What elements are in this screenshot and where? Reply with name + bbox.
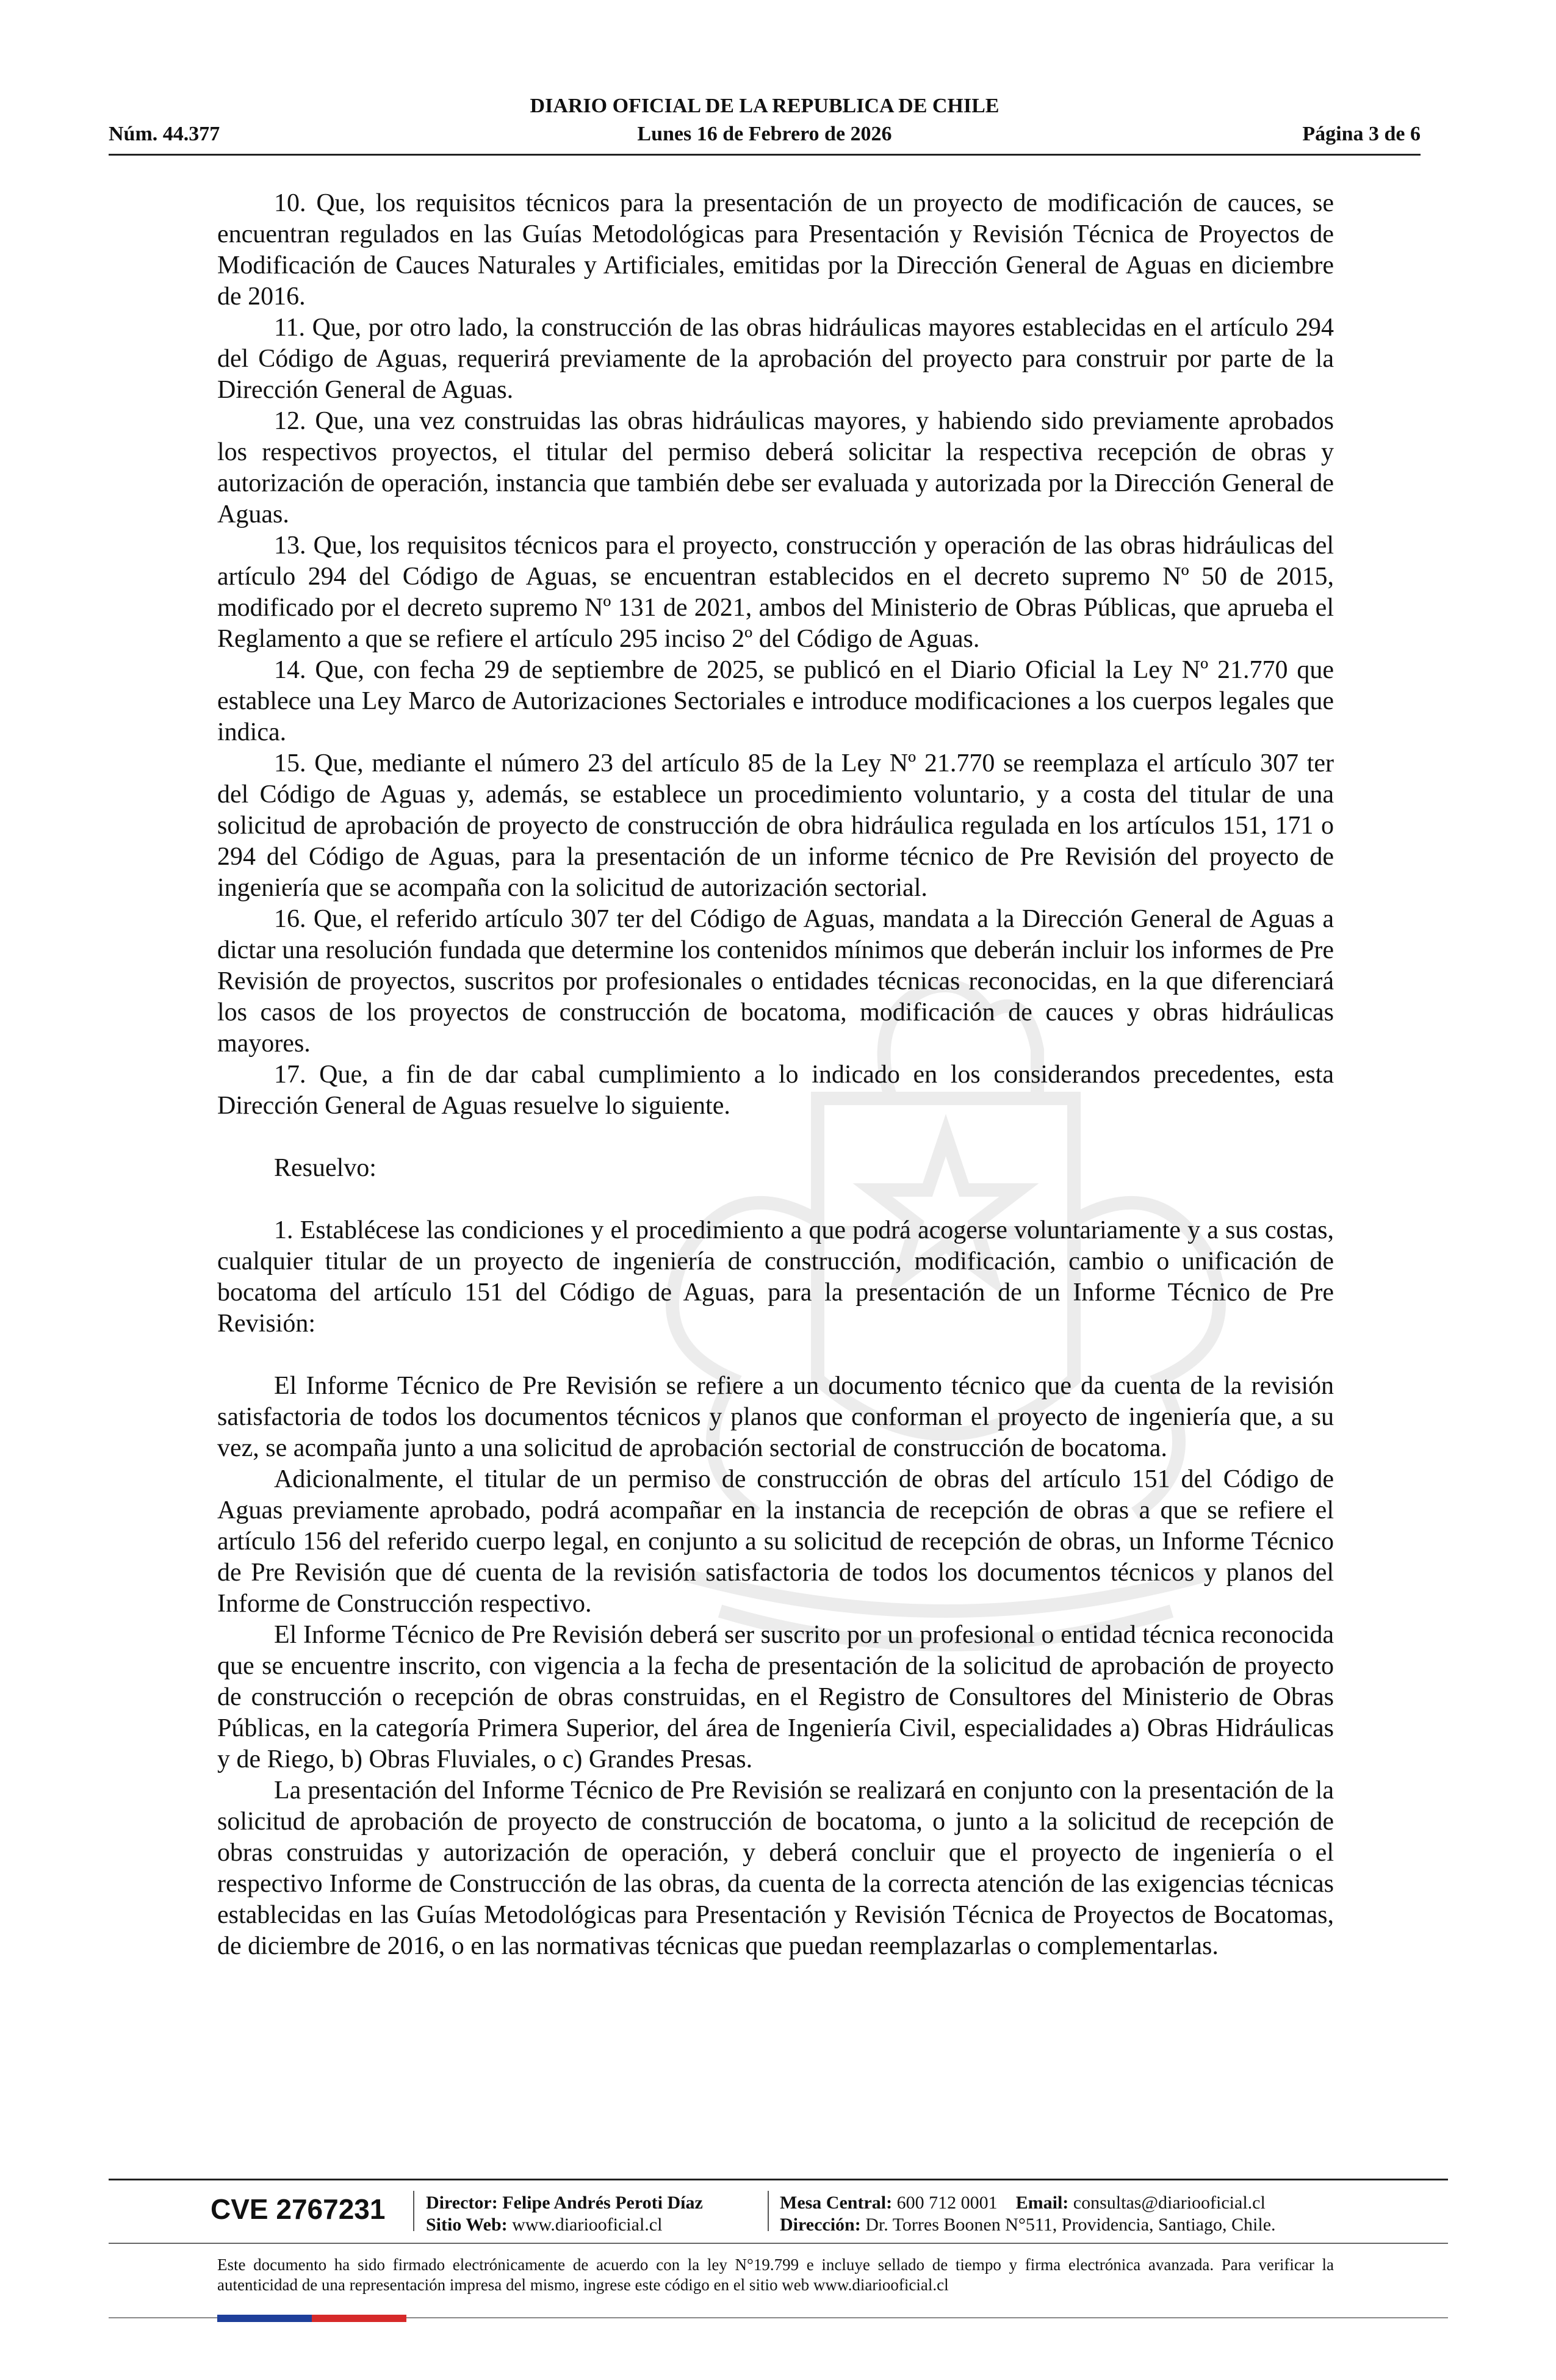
considerando-16: 16. Que, el referido artículo 307 ter del Código de Aguas, mandata a la Dirección General de Aguas a dictar una resolución fundada que determine los contenidos mínimos que deberán incluir los informes de Pre Revisión de proyectos, suscritos por profesionales o entidades técnicas reconocidas, en la que diferenciará los casos de los proyectos de construcción de bocatoma, modificación de cauces y obras hidráulicas mayores. bbox=[217, 905, 1334, 1058]
director-line bbox=[426, 2192, 703, 2214]
flag-stripe-red bbox=[312, 2315, 406, 2322]
document-body bbox=[217, 188, 1334, 1962]
director-name: Felipe Andrés Peroti Díaz bbox=[502, 2193, 703, 2213]
website-line bbox=[426, 2214, 703, 2236]
resuelvo-heading: Resuelvo: bbox=[274, 1154, 376, 1182]
publication-title: DIARIO OFICIAL DE LA REPUBLICA DE CHILE bbox=[530, 95, 1000, 117]
address-value: Dr. Torres Boonen N°511, Providencia, Santiago, Chile. bbox=[865, 2215, 1276, 2235]
contact-line bbox=[780, 2192, 1276, 2214]
spacer bbox=[217, 1122, 1334, 1153]
director-label: Director: bbox=[426, 2193, 498, 2213]
website-label: Sitio Web: bbox=[426, 2215, 508, 2235]
closing-paragraph-2: Adicionalmente, el titular de un permiso de construcción de obras del artículo 151 del Código de Aguas previamente aprobado, podrá acompañar en la instancia de recepción de obras a que se refiere el artículo 156 del referido cuerpo legal, en conjunto a su solicitud de recepción de obras, un Informe Técnico de Pre Revisión que dé cuenta de la revisión satisfactoria de todos los documentos técnicos y planos del Informe de Construcción respectivo. bbox=[217, 1465, 1334, 1618]
footer-director-block bbox=[426, 2192, 703, 2236]
considerando-12: 12. Que, una vez construidas las obras hidráulicas mayores, y habiendo sido previamente aprobados los respectivos proyectos, el titular del permiso deberá solicitar la respectiva recepción de obras y autorización de operación, instancia que también debe ser evaluada y autorizada por la Dirección General de Aguas. bbox=[217, 407, 1334, 528]
closing-paragraph-3: El Informe Técnico de Pre Revisión deberá ser suscrito por un profesional o entidad técnica reconocida que se encuentre inscrito, con vigencia a la fecha de presentación de la solicitud de aprobación de proyecto de construcción o recepción de obras construidas, en el Registro de Consultores del Ministerio de Obras Públicas, en la categoría Primera Superior, del área de Ingeniería Civil, especialidades a) Obras Hidráulicas y de Riego, b) Obras Fluviales, o c) Grandes Presas. bbox=[217, 1621, 1334, 1773]
issue-number: Núm. 44.377 bbox=[109, 123, 220, 145]
footer-separator bbox=[768, 2191, 769, 2231]
address-label: Dirección: bbox=[780, 2215, 861, 2235]
considerando-13: 13. Que, los requisitos técnicos para el proyecto, construcción y operación de las obras hidráulicas del artículo 294 del Código de Aguas, se encuentran establecidos en el decreto supremo Nº 50 de 2015, modificado por el decreto supremo Nº 131 de 2021, ambos del Ministerio de Obras Públicas, que aprueba el Reglamento a que se refiere el artículo 295 inciso 2º del Código de Aguas. bbox=[217, 532, 1334, 653]
email-label: Email: bbox=[1015, 2193, 1069, 2213]
address-line bbox=[780, 2214, 1276, 2236]
resolution-item-1: 1. Establécese las condiciones y el procedimiento a que podrá acogerse voluntariamente y a sus costas, cualquier titular de un proyecto de ingeniería de construcción, modificación, cambio o unificación de bocatoma del artículo 151 del Código de Aguas, para la presentación de un Informe Técnico de Pre Revisión: bbox=[217, 1216, 1334, 1338]
spacer bbox=[217, 1184, 1334, 1215]
considerando-15: 15. Que, mediante el número 23 del artículo 85 de la Ley Nº 21.770 se reemplaza el artículo 307 ter del Código de Aguas y, además, se establece un procedimiento voluntario, y a costa del titular de una solicitud de aprobación de proyecto de construcción de obra hidráulica regulada en los artículos 151, 171 o 294 del Código de Aguas, para la presentación de un informe técnico de Pre Revisión del proyecto de ingeniería que se acompaña con la solicitud de autorización sectorial. bbox=[217, 749, 1334, 902]
electronic-signature-note: Este documento ha sido firmado electrónicamente de acuerdo con la ley N°19.799 e incluye sellado de tiempo y firma electrónica avanzada. Para verificar la autenticidad de una representación impresa del mismo, ingrese este código en el sitio web www.diariooficial.cl bbox=[217, 2256, 1334, 2294]
footer-top-divider bbox=[109, 2179, 1448, 2180]
considerando-10: 10. Que, los requisitos técnicos para la presentación de un proyecto de modificación de cauces, se encuentran regulados en las Guías Metodológicas para Presentación y Revisión Técnica de Proyectos de Modificación de Cauces Naturales y Artificiales, emitidas por la Dirección General de Aguas en diciembre de 2016. bbox=[217, 189, 1334, 311]
spacer bbox=[217, 1340, 1334, 1371]
footer-separator bbox=[413, 2191, 414, 2231]
considerando-11: 11. Que, por otro lado, la construcción de las obras hidráulicas mayores establecidas en el artículo 294 del Código de Aguas, requerirá previamente de la aprobación del proyecto para construir por parte de la Dirección General de Aguas. bbox=[217, 314, 1334, 404]
header-info-row bbox=[109, 120, 1421, 149]
footer-middle-divider bbox=[109, 2243, 1448, 2244]
considerando-17: 17. Que, a fin de dar cabal cumplimiento a lo indicado en los considerandos precedentes, esta Dirección General de Aguas resuelve lo siguiente. bbox=[217, 1061, 1334, 1120]
cve-code: CVE 2767231 bbox=[211, 2193, 386, 2225]
mesa-phone: 600 712 0001 bbox=[896, 2193, 998, 2213]
header-divider bbox=[109, 154, 1421, 156]
flag-stripe bbox=[217, 2315, 406, 2322]
footer-contact-block bbox=[780, 2192, 1276, 2236]
closing-paragraph-4: La presentación del Informe Técnico de Pre Revisión se realizará en conjunto con la presentación de la solicitud de aprobación de proyecto de construcción de bocatoma, o junto a la solicitud de recepción de obras construidas y autorización de operación, y deberá concluir que el proyecto de ingeniería o el respectivo Informe de Construcción de las obras, da cuenta de la correcta atención de las exigencias técnicas establecidas en las Guías Metodológicas para Presentación y Revisión Técnica de Proyectos de Bocatomas, de diciembre de 2016, o en las normativas técnicas que puedan reemplazarlas o complementarlas. bbox=[217, 1776, 1334, 1960]
flag-stripe-blue bbox=[217, 2315, 312, 2322]
considerando-14: 14. Que, con fecha 29 de septiembre de 2025, se publicó en el Diario Oficial la Ley Nº 21.770 que establece una Ley Marco de Autorizaciones Sectoriales e introduce modificaciones a los cuerpos legales que indica. bbox=[217, 656, 1334, 746]
page-number: Página 3 de 6 bbox=[1302, 123, 1421, 145]
website-link[interactable]: www.diariooficial.cl bbox=[512, 2215, 663, 2235]
page-header bbox=[109, 93, 1421, 149]
closing-paragraph-1: El Informe Técnico de Pre Revisión se refiere a un documento técnico que da cuenta de la revisión satisfactoria de todos los documentos técnicos y planos que conforman el proyecto de ingeniería que, a su vez, se acompaña junto a una solicitud de aprobación sectorial de construcción de bocatoma. bbox=[217, 1372, 1334, 1462]
email-link[interactable]: consultas@diariooficial.cl bbox=[1073, 2193, 1266, 2213]
issue-date: Lunes 16 de Febrero de 2026 bbox=[637, 123, 892, 145]
mesa-label: Mesa Central: bbox=[780, 2193, 893, 2213]
